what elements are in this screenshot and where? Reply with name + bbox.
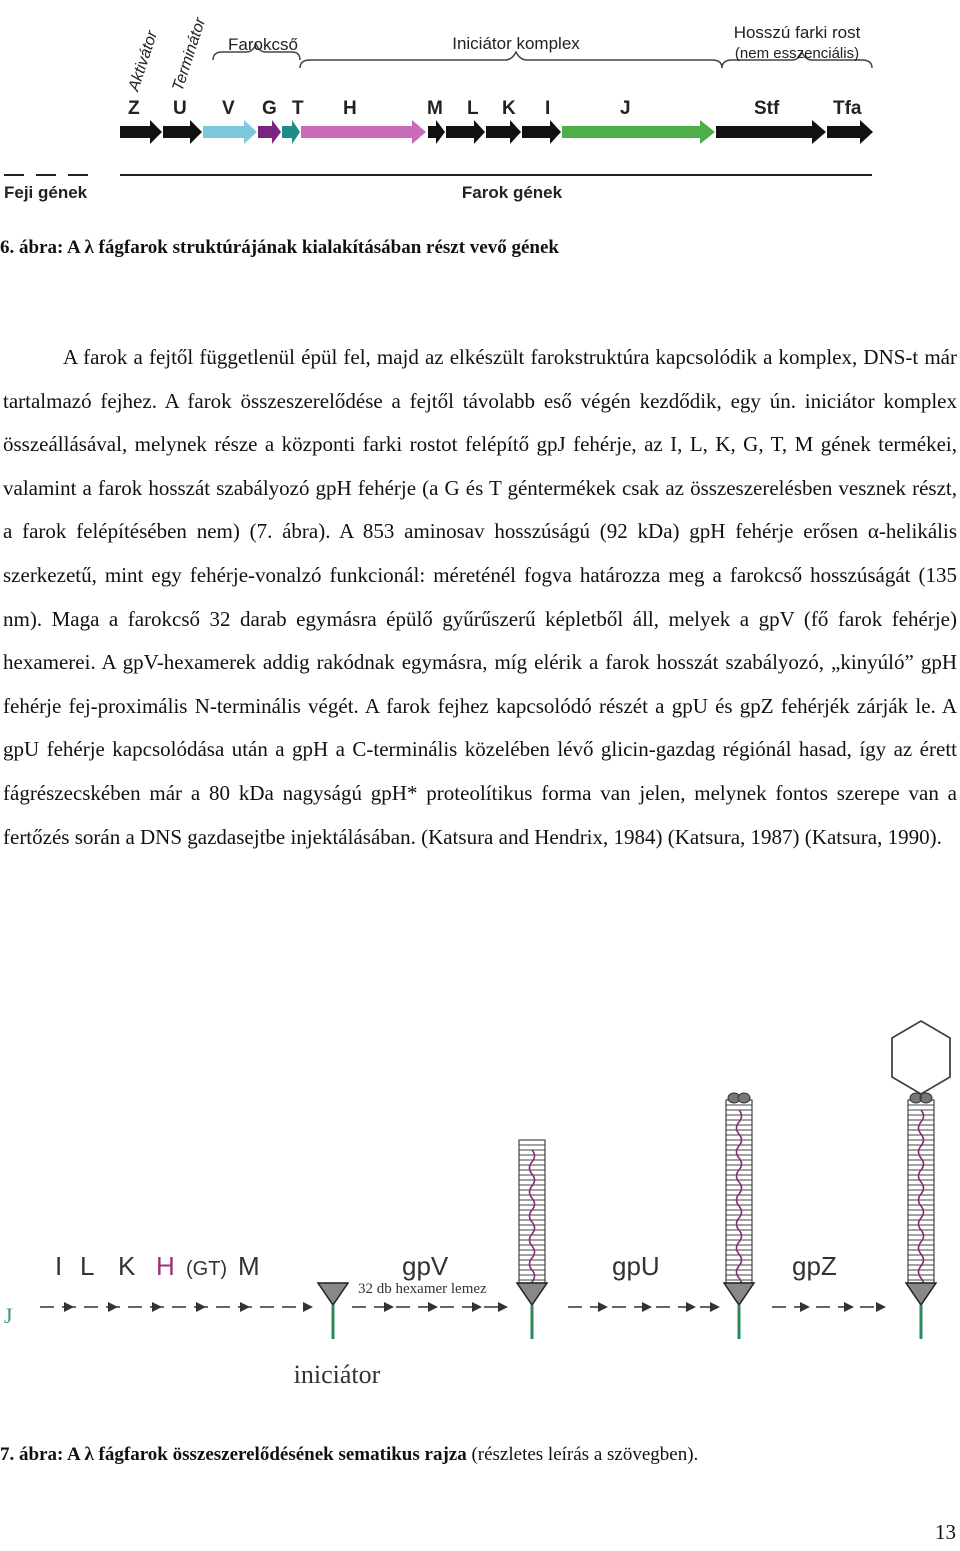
arrow-row-4	[772, 1302, 886, 1312]
tail-tubes	[517, 1093, 936, 1339]
initiator-label: iniciátor	[293, 1360, 381, 1389]
gene-label-M: M	[238, 1251, 260, 1281]
gene-arrow-J	[562, 120, 715, 144]
gene-letter-Stf: Stf	[754, 98, 780, 119]
gpZ-label: gpZ	[792, 1251, 837, 1281]
initiator-complex-label: Iniciátor komplex	[452, 34, 580, 53]
gene-arrow-Z	[120, 120, 162, 144]
arrow-row-1	[40, 1302, 313, 1312]
gpU-label: gpU	[612, 1251, 660, 1281]
head-capsid	[892, 1021, 950, 1094]
gene-letter-L: L	[467, 98, 479, 119]
gene-letter-G: G	[262, 98, 277, 119]
gene-label-I: I	[55, 1251, 63, 1281]
gene-arrow-U	[163, 120, 202, 144]
gene-letter-T: T	[292, 98, 304, 119]
gene-label-GT: (GT)	[186, 1258, 228, 1280]
gene-letter-Tfa: Tfa	[833, 98, 862, 119]
gene-arrow-V	[203, 120, 257, 144]
gene-letter-J: J	[620, 98, 631, 119]
arrow-row-3	[568, 1302, 720, 1312]
head-genes-label: Feji gének	[4, 183, 88, 202]
gpV-label: gpV	[402, 1251, 449, 1281]
gene-arrow-T	[282, 120, 300, 144]
j-label: J	[4, 1303, 13, 1328]
tube-growing	[517, 1140, 547, 1339]
gene-arrow-I	[522, 120, 561, 144]
lambda-symbol: λ	[84, 237, 94, 258]
tube-with-gpZ	[906, 1093, 936, 1339]
gene-letter-U: U	[173, 98, 187, 119]
gene-letter-Z: Z	[128, 98, 140, 119]
figure-7-assembly-diagram	[0, 1005, 960, 1405]
gene-letter-K: K	[502, 98, 516, 119]
terminator-label: Terminátor	[169, 15, 210, 94]
gene-label-H: H	[156, 1251, 175, 1281]
figure-6-caption: 6. ábra: A λ fágfarok struktúrájának kialakításában részt vevő gének	[0, 237, 559, 258]
gene-arrow-M	[428, 120, 445, 144]
lambda-symbol-2: λ	[84, 1444, 94, 1465]
tail-genes-label: Farok gének	[461, 183, 563, 202]
figure-6-gene-map	[0, 0, 960, 215]
figure-7-caption: 7. ábra: A λ fágfarok összeszerelődésének sematikus rajza (részletes leírás a szövegben).	[0, 1444, 699, 1465]
gene-arrows	[120, 120, 873, 144]
long-tail-fiber-label: Hosszú farki rost	[733, 23, 861, 42]
body-text	[3, 336, 957, 859]
tube-with-gpU	[724, 1093, 754, 1339]
gene-arrow-Tfa	[827, 120, 873, 144]
page-number: 13	[935, 1520, 956, 1544]
gene-letter-I: I	[545, 98, 551, 119]
gene-arrow-L	[446, 120, 485, 144]
long-tail-fiber-note: (nem esszenciális)	[734, 45, 860, 62]
activator-label: Aktivátor	[125, 28, 162, 94]
gene-label-K: K	[118, 1251, 136, 1281]
gene-arrow-G	[258, 120, 281, 144]
arrow-row-2	[352, 1302, 508, 1312]
body-paragraph: A farok a fejtől függetlenül épül fel, majd az elkészült farokstruktúra kapcsolódik a komplex, DNS-t már tartalmazó fejhez. A farok összeszerelődése a fejtől távolabb eső végén kezdődik, egy ún. iniciátor komplex összeállásával, melynek része a központi farki rostot felépítő gpJ fehérje, az I, L, K, G, T, M gének termékei, valamint a farok hosszát szabályozó gpH fehérje (a G és T géntermékek csak az összeszerelésben vesznek részt, a farok felépítésében nem) (7. ábra). A 853 aminosav hosszúságú (92 kDa) gpH fehérje erősen α-helikális szerkezetű, mint egy fehérje-vonalzó funkcionál: méreténél fogva határozza meg a farokcső hosszúságát (135 nm). Maga a farokcső 32 darab egymásra épülő gyűrűszerű képletből áll, melyek a gpV (fő farok fehérje) hexamerei. A gpV-hexamerek addig rakódnak egymásra, míg elérik a farok hosszát szabályozó, „kinyúló” gpH fehérje fej-proximális N-terminális végét. A farok fejhez kapcsolódó részét a gpU és gpZ fehérjék zárják le. A gpU fehérje kapcsolódása után a gpH a C-terminális közelében lévő glicin-gazdag régiónál hasad, így az érett fágrészecskében már a 80 kDa nagyságú gpH* proteolítikus forma van jelen, melynek fontos szerepe van a fertőzés során a DNS gazdasejtbe injektálásában. (Katsura and Hendrix, 1984) (Katsura, 1987) (Katsura, 1990).	[3, 345, 957, 849]
hexamer-note: 32 db hexamer lemez	[358, 1281, 487, 1297]
gene-arrow-Stf	[716, 120, 826, 144]
gene-letter-M: M	[427, 98, 443, 119]
gene-label-L: L	[80, 1251, 95, 1281]
gene-arrow-H	[301, 120, 426, 144]
tail-tube-label: Farokcső	[228, 35, 298, 54]
gene-letter-V: V	[222, 98, 235, 119]
initiator-complex-drawing	[318, 1283, 348, 1339]
gene-letter-H: H	[343, 98, 357, 119]
gene-arrow-K	[486, 120, 521, 144]
